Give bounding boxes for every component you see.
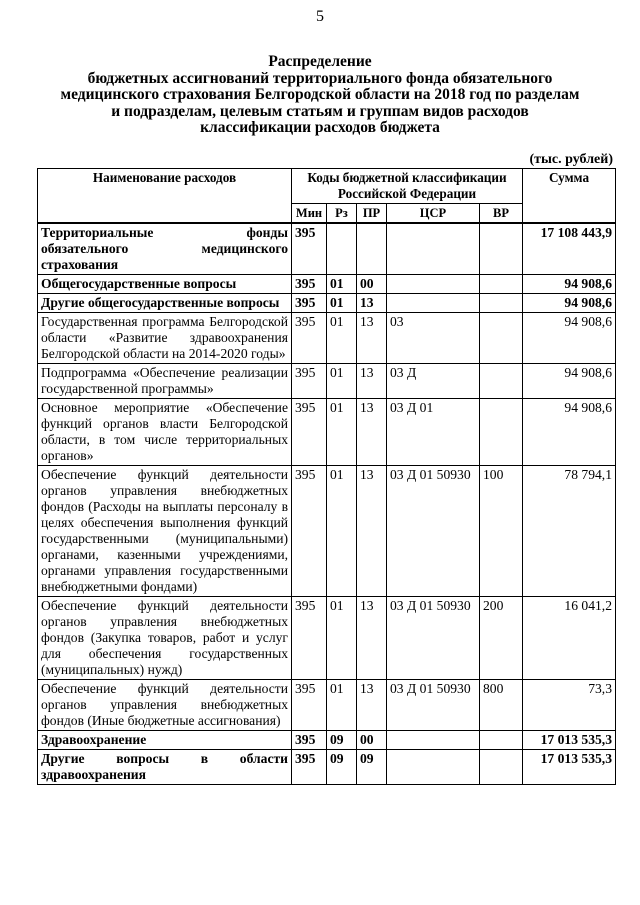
row-name: Другие общегосударственные вопросы (38, 294, 292, 313)
table-row (38, 680, 616, 731)
page-number: 5 (316, 8, 324, 25)
row-vr (480, 223, 523, 275)
row-sum: 94 908,6 (523, 275, 616, 294)
row-pr: 13 (357, 597, 387, 680)
row-name: Обеспечение функций деятельности органов управления внебюджетных фондов (Расходы на выплаты персоналу в целях обеспечения выполнения функций государственными (муниципальными) органами, казенными учреждениями, органами управления государственными внебюджетными фондами) (38, 466, 292, 597)
row-vr (480, 731, 523, 750)
title-line: классификации расходов бюджета (200, 119, 440, 136)
table-row (38, 223, 616, 275)
row-rz: 09 (327, 750, 357, 785)
row-name: Основное мероприятие «Обеспечение функций органов власти Белгородской области, в том числе территориальных органов» (38, 399, 292, 466)
row-sum: 16 041,2 (523, 597, 616, 680)
row-min: 395 (292, 275, 327, 294)
row-rz: 01 (327, 597, 357, 680)
row-sum: 94 908,6 (523, 313, 616, 364)
row-name: Обеспечение функций деятельности органов управления внебюджетных фондов (Иные бюджетные ассигнования) (38, 680, 292, 731)
title-line: и подразделам, целевым статьям и группам видов расходов (111, 102, 529, 120)
row-vr (480, 313, 523, 364)
row-csr (387, 275, 480, 294)
table-row (38, 364, 616, 399)
table-row (38, 466, 616, 597)
row-csr: 03 Д 01 50930 (387, 466, 480, 597)
row-name: Другие вопросы в области здравоохранения (38, 750, 292, 785)
header-rz: Рз (327, 204, 357, 224)
document-title (20, 54, 620, 137)
row-rz: 01 (327, 364, 357, 399)
row-vr: 100 (480, 466, 523, 597)
row-csr (387, 750, 480, 785)
row-min: 395 (292, 294, 327, 313)
table-row (38, 750, 616, 785)
row-rz: 01 (327, 275, 357, 294)
row-pr: 00 (357, 731, 387, 750)
header-row (38, 169, 616, 204)
title-line: Распределение (268, 53, 372, 70)
row-rz: 01 (327, 680, 357, 731)
table-row (38, 399, 616, 466)
row-min: 395 (292, 399, 327, 466)
row-vr (480, 364, 523, 399)
budget-table (37, 168, 616, 785)
row-csr (387, 294, 480, 313)
row-vr (480, 399, 523, 466)
table-row (38, 313, 616, 364)
row-rz (327, 223, 357, 275)
row-sum: 94 908,6 (523, 399, 616, 466)
row-csr: 03 Д (387, 364, 480, 399)
row-name: Обеспечение функций деятельности органов управления внебюджетных фондов (Закупка товаров, работ и услуг для обеспечения государственных (муниципальных) нужд) (38, 597, 292, 680)
row-pr: 13 (357, 313, 387, 364)
row-name: Территориальные фонды обязательного медицинского страхования (38, 223, 292, 275)
table-row (38, 294, 616, 313)
row-min: 395 (292, 731, 327, 750)
row-sum: 94 908,6 (523, 294, 616, 313)
row-sum: 78 794,1 (523, 466, 616, 597)
row-name: Здравоохранение (38, 731, 292, 750)
row-pr: 13 (357, 466, 387, 597)
row-min: 395 (292, 750, 327, 785)
header-pr: ПР (357, 204, 387, 224)
row-vr (480, 275, 523, 294)
row-pr: 00 (357, 275, 387, 294)
table-row (38, 597, 616, 680)
row-pr: 13 (357, 680, 387, 731)
row-rz: 09 (327, 731, 357, 750)
row-name: Подпрограмма «Обеспечение реализации государственной программы» (38, 364, 292, 399)
row-sum: 17 108 443,9 (523, 223, 616, 275)
row-rz: 01 (327, 294, 357, 313)
row-csr: 03 Д 01 50930 (387, 597, 480, 680)
title-line: медицинского страхования Белгородской области на 2018 год по разделам (60, 86, 580, 103)
table-row (38, 275, 616, 294)
row-sum: 17 013 535,3 (523, 731, 616, 750)
row-min: 395 (292, 597, 327, 680)
row-pr: 09 (357, 750, 387, 785)
row-vr (480, 750, 523, 785)
row-min: 395 (292, 364, 327, 399)
row-csr (387, 731, 480, 750)
row-csr: 03 Д 01 (387, 399, 480, 466)
table-row (38, 731, 616, 750)
table-body (38, 223, 616, 785)
row-csr (387, 223, 480, 275)
row-min: 395 (292, 223, 327, 275)
header-sum: Сумма (523, 169, 616, 224)
header-name: Наименование расходов (38, 169, 292, 224)
header-codes: Коды бюджетной классификации Российской Федерации (292, 169, 523, 204)
row-rz: 01 (327, 466, 357, 597)
row-min: 395 (292, 313, 327, 364)
row-name: Общегосударственные вопросы (38, 275, 292, 294)
row-sum: 73,3 (523, 680, 616, 731)
header-csr: ЦСР (387, 204, 480, 224)
row-csr: 03 Д 01 50930 (387, 680, 480, 731)
row-pr (357, 223, 387, 275)
header-vr: ВР (480, 204, 523, 224)
row-name: Государственная программа Белгородской области «Развитие здравоохранения Белгородской области на 2014-2020 годы» (38, 313, 292, 364)
units-label: (тыс. рублей) (529, 152, 613, 167)
row-sum: 17 013 535,3 (523, 750, 616, 785)
title-line: бюджетных ассигнований территориального фонда обязательного (87, 69, 553, 87)
row-pr: 13 (357, 294, 387, 313)
row-vr: 800 (480, 680, 523, 731)
row-rz: 01 (327, 399, 357, 466)
row-rz: 01 (327, 313, 357, 364)
row-min: 395 (292, 466, 327, 597)
row-min: 395 (292, 680, 327, 731)
row-vr (480, 294, 523, 313)
row-pr: 13 (357, 364, 387, 399)
row-vr: 200 (480, 597, 523, 680)
header-min: Мин (292, 204, 327, 224)
row-pr: 13 (357, 399, 387, 466)
row-sum: 94 908,6 (523, 364, 616, 399)
row-csr: 03 (387, 313, 480, 364)
